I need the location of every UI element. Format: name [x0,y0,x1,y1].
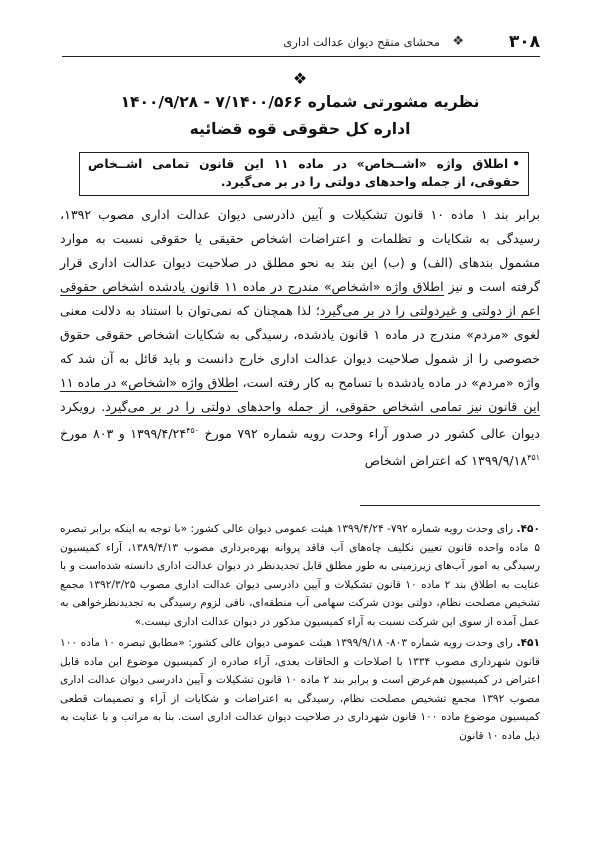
footnote-text: رای وحدت رویه شماره ۷۹۲- ۱۳۹۹/۴/۲۴ هیئت عمومی دیوان عالی کشور: «با توجه به اینکه برابر تبصره ۵ ماده واحده قانون تعیین تکلیف چاه‌های آب فاقد پروانه بهره‌برداری مصوب ۱۳۸۹/۴/۱۳، آراء کمیسیون رسیدگی به امور آب‌های زیرزمینی به طور مطلق قابل تجدیدنظر در دیوان عدالت اداری دانسته شده‌است و با عنایت به اطلاق بند ۲ ماده ۱۰ قانون تشکیلات و آیین دادرسی دیوان عدالت اداری مصوب ۱۳۹۲/۳/۲۵ مجمع تشخیص مصلحت نظام، دولتی بودن شرکت سهامی آب منطقه‌ای، نافی لزوم رسیدگی به تجدیدنظرخواهی به عمل آمده از سوی این شرکت نسبت به آراء کمیسیون مذکور در دیوان عدالت اداری نیست.» [60,523,541,628]
footnote-ref-451[interactable]: ۴۵۱ [527,453,540,463]
footnote-number: ۴۵۱. [516,637,540,649]
footnote-451 [60,634,540,745]
section-ornament-icon: ❖ [292,69,308,88]
footnote-divider [360,505,540,506]
summary-text: اطلاق واژه «اشــخاص» در ماده ۱۱ این قانون تمامی اشــخاص حقوقی، از جمله واحدهای دولتی را در بر می‌گیرد. [88,157,520,189]
text-run: و ۸۰۳ مورخ ۱۳۹۹/۹/۱۸ [60,426,528,469]
text-run: که اعتراض اشخاص [364,453,472,469]
footnotes [60,520,540,748]
body-text [60,203,540,473]
footnote-text: رای وحدت رویه شماره ۸۰۳- ۱۳۹۹/۹/۱۸ هیئت عمومی دیوان عالی کشور: «مطابق تبصره ۱۰ ماده ۱۰۰ قانون شهرداری مصوب ۱۳۳۴ با اصلاحات و الحاقات بعدی، آراء صادره از کمیسیون موضوع این ماده قابل اعتراض در کمیسیون هم‌عرض است و برابر بند ۲ ماده ۱۰ قانون تشکیلات و آیین دادرسی دیوان عدالت اداری مصوب ۱۳۹۲ مجمع تشخیص مصلحت نظام، رسیدگی به اعتراضات و شکایات از آراء و تصمیمات قطعی کمیسیون موضوع ماده ۱۰۰ قانون شهرداری در صلاحیت دیوان عدالت اداری است. بنا به مراتب و با عنایت به ذیل ماده ۱۰ قانون [60,637,541,742]
text-run: . رویکرد دیوان عالی کشور در صدور آراء وحدت رویه شماره ۷۹۲ مورخ ۱۳۹۹/۴/۲۴ [60,399,540,442]
bullet-icon: • [512,157,520,171]
underlined-text: اطلاق واژه «اشخاص» در ماده ۱۱ این قانون نیز تمامی اشخاص حقوقی، از جمله واحدهای دولتی را در بر می‌گیرد [60,375,540,414]
footnote-number: ۴۵۰. [516,523,540,535]
page-number: ۳۰۸ [508,32,540,52]
issuer-title: اداره کل حقوقی قوه قضائیه [189,120,411,138]
underlined-text: اطلاق واژه «اشخاص» مندرج در ماده ۱۱ قانون یادشده اشخاص حقوقی اعم از دولتی و غیردولتی را در بر می‌گیرد [60,279,540,318]
footnote-ref-450[interactable]: ۴۵۰ [186,426,199,435]
opinion-title: نظریه مشورتی شماره ۷/۱۴۰۰/۵۶۶ - ۱۴۰۰/۹/۲۸ [120,93,480,111]
header-ornament-icon: ❖ [452,34,464,49]
text-run: ؛ لذا همچنان که نمی‌توان با استناد به دلالت معنی لغوی «مردم» مندرج در ماده ۱ قانون یادشده، رسیدگی به شکایات اشخاص حقوقی حقوق خصوصی را از شمول صلاحیت دیوان عدالت اداری خارج دانست و باید قائل به آن شد که واژه «مردم» در ماده یادشده با تسامح به کار رفته است، [60,303,540,390]
text-run: برابر بند ۱ ماده ۱۰ قانون تشکیلات و آیین دادرسی دیوان عدالت اداری مصوب ۱۳۹۲، رسیدگی به شکایات و تظلمات و اعتراضات اشخاص حقیقی یا حقوقی نسبت به موارد مشمول بندهای (الف) و (ب) این بند به نحو مطلق در صلاحیت دیوان عدالت اداری قرار گرفته است و نیز [60,207,540,294]
body-paragraph [60,203,540,473]
summary-box [79,152,529,196]
running-title: محشای منقح دیوان عدالت اداری [283,35,440,49]
running-header [62,30,540,57]
footnote-450 [60,520,540,631]
